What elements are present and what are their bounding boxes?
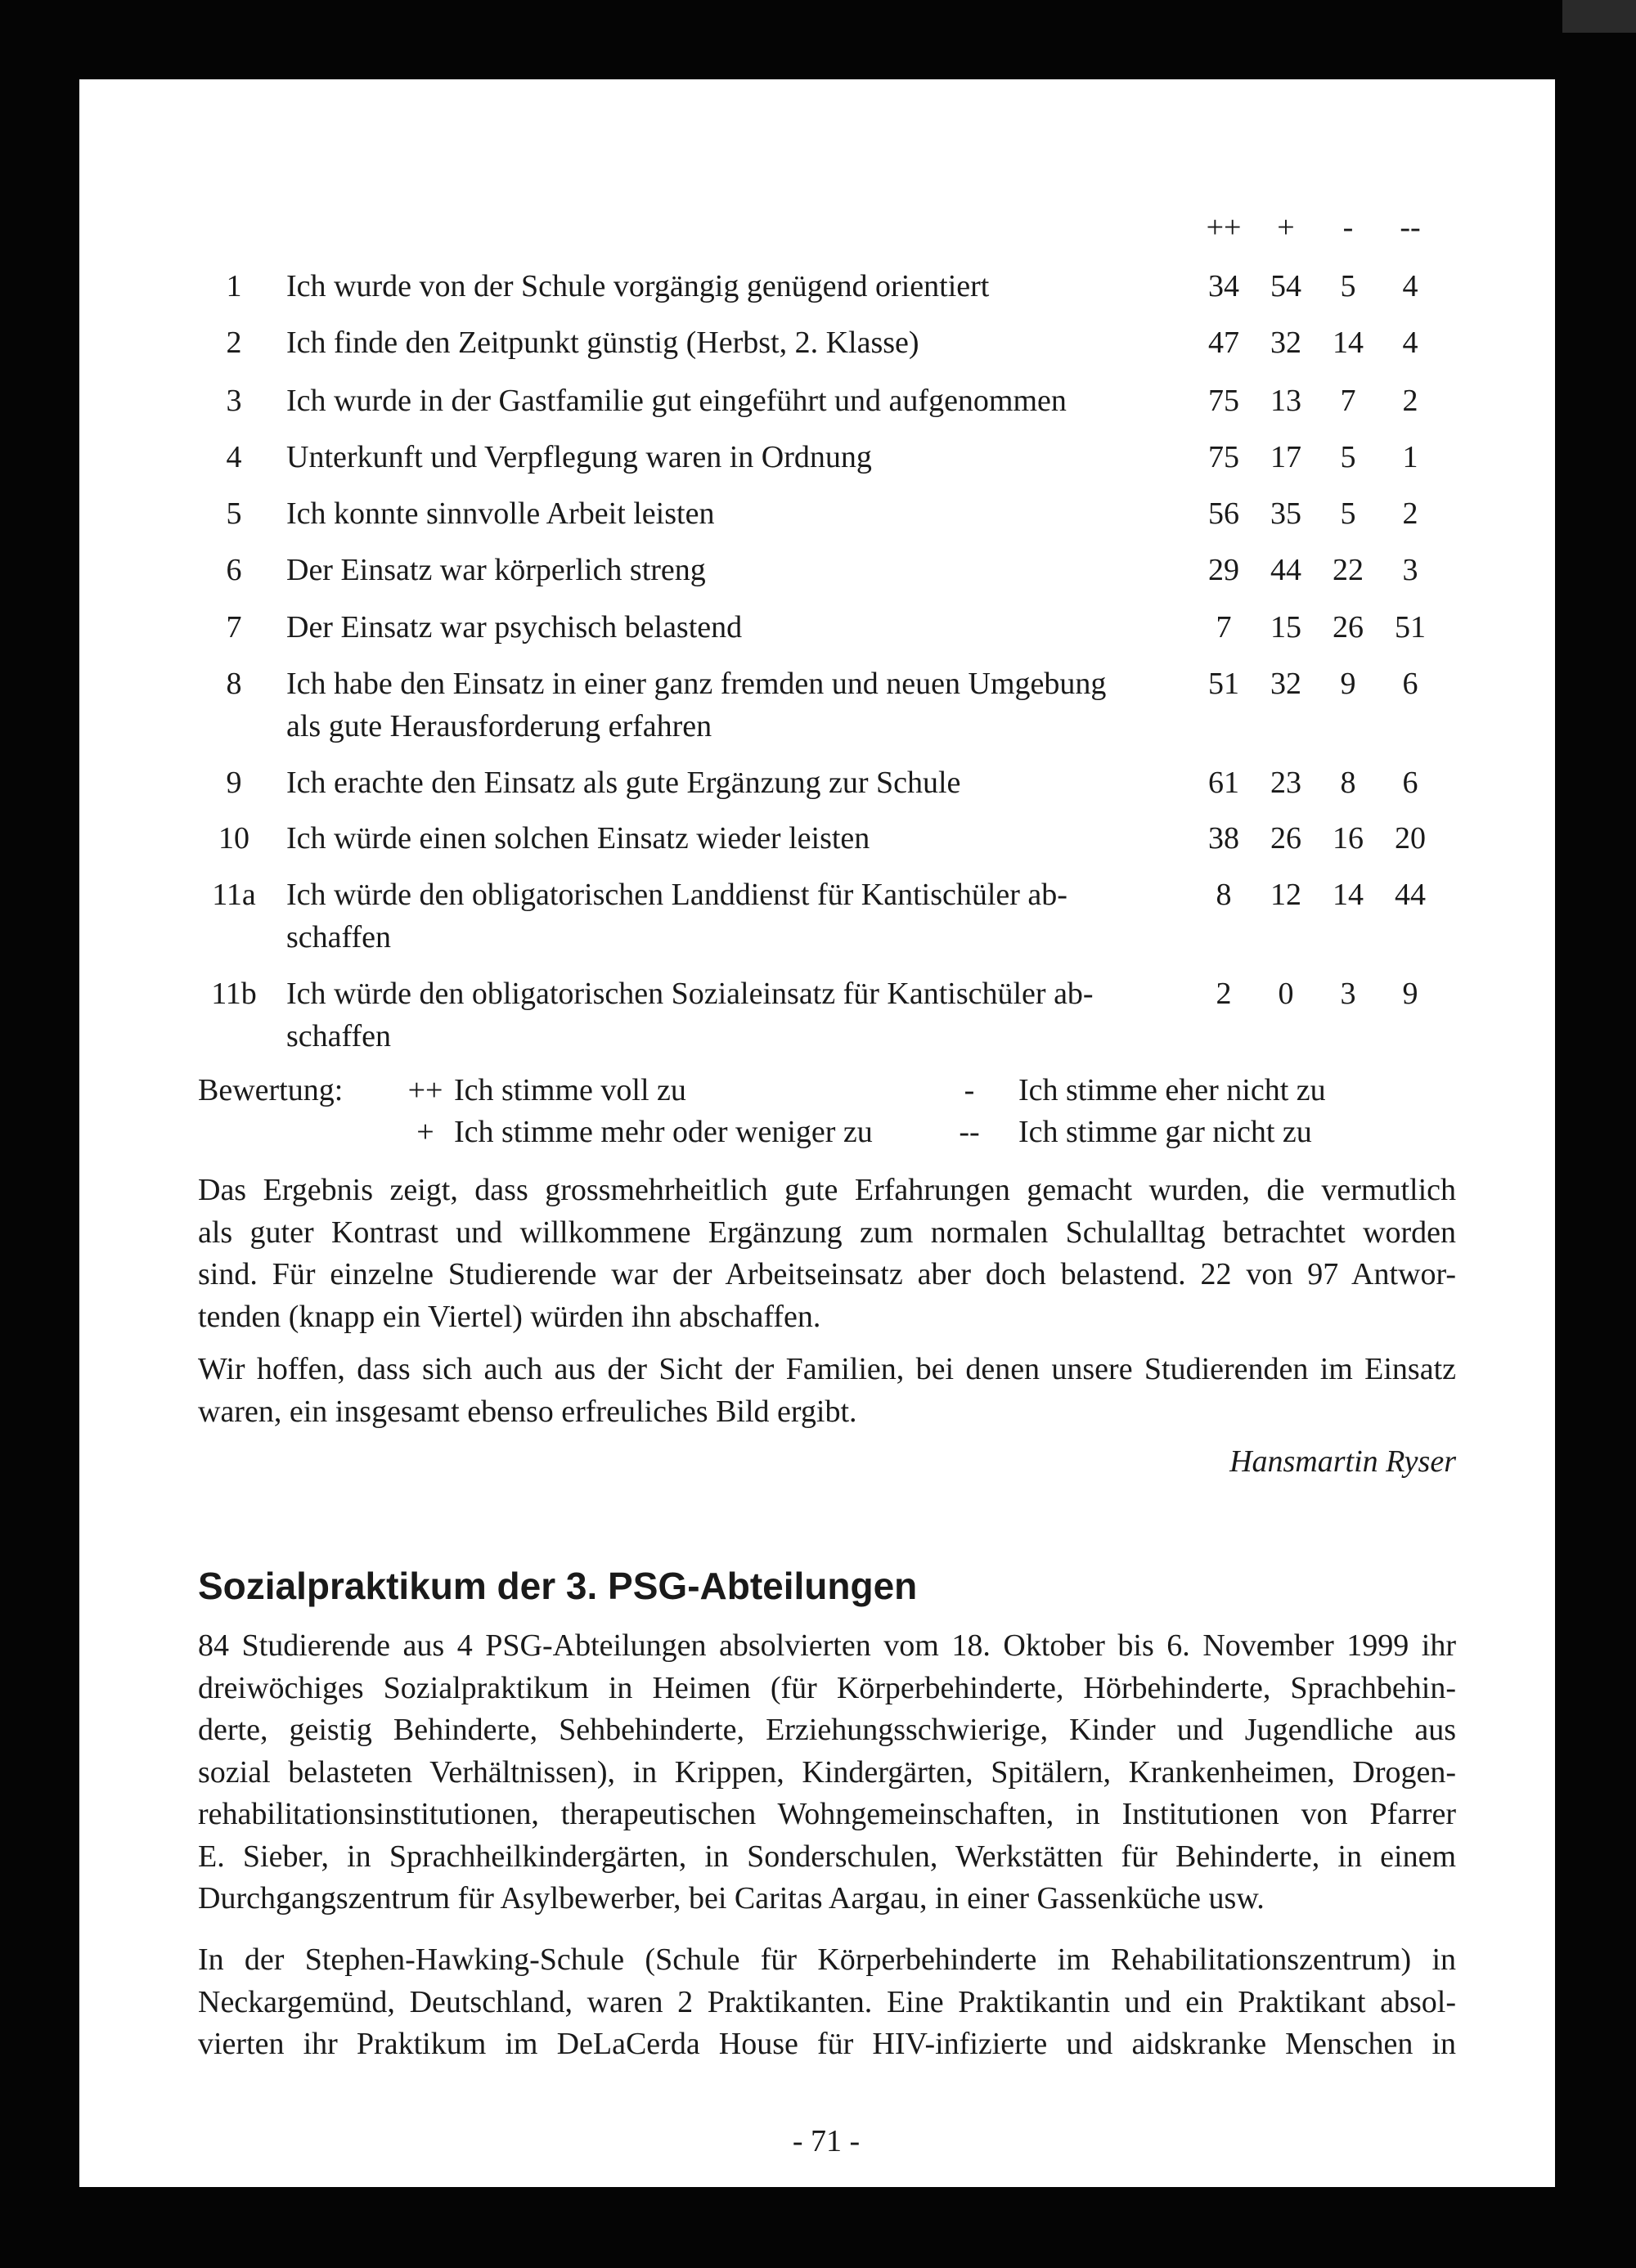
row-value: 8 (1216, 878, 1232, 912)
row-value: 51 (1208, 667, 1239, 701)
row-number: 11b (211, 977, 257, 1011)
scan-edge (1562, 0, 1636, 33)
row-value: 26 (1270, 821, 1301, 856)
row-value: 3 (1402, 553, 1418, 587)
row-value: 6 (1402, 766, 1418, 800)
row-value: 32 (1270, 326, 1301, 360)
paragraph-line: waren, ein insgesamt ebenso erfreuliches Bild ergibt. (198, 1394, 857, 1429)
row-value: 61 (1208, 766, 1239, 800)
row-value: 44 (1395, 878, 1426, 912)
paragraph-line: als guter Kontrast und willkommene Ergänzung zum normalen Schulalltag betrachtet worden (198, 1215, 1456, 1250)
legend-text: Ich stimme voll zu (454, 1073, 686, 1107)
row-value: 2 (1402, 496, 1418, 531)
legend-text: Ich stimme eher nicht zu (1018, 1073, 1326, 1107)
row-statement: schaffen (286, 920, 392, 954)
row-value: 32 (1270, 667, 1301, 701)
row-value: 44 (1270, 553, 1301, 587)
paragraph-line: Wir hoffen, dass sich auch aus der Sicht der Familien, bei denen unsere Studierenden im Einsatz (198, 1352, 1456, 1386)
row-statement: schaffen (286, 1019, 392, 1053)
section-heading: Sozialpraktikum der 3. PSG-Abteilungen (198, 1565, 918, 1607)
row-number: 7 (226, 610, 242, 644)
row-value: 54 (1270, 269, 1301, 303)
paragraph-line: Das Ergebnis zeigt, dass grossmehrheitlich gute Erfahrungen gemacht wurden, die vermutlich (198, 1173, 1456, 1207)
paragraph-line: Neckargemünd, Deutschland, waren 2 Praktikanten. Eine Praktikantin und ein Praktikant absol- (198, 1984, 1456, 2019)
paragraph-line: 84 Studierende aus 4 PSG-Abteilungen absolvierten vom 18. Oktober bis 6. November 1999 ihr (198, 1628, 1456, 1663)
paragraph-line: E. Sieber, in Sprachheilkindergärten, in Sonderschulen, Werkstätten für Behinderte, in einem (198, 1839, 1456, 1874)
row-value: 75 (1208, 440, 1239, 474)
row-statement: Ich würde den obligatorischen Landdienst für Kantischüler ab- (286, 878, 1067, 912)
row-value: 2 (1402, 384, 1418, 418)
row-number: 2 (226, 326, 242, 360)
row-value: 35 (1270, 496, 1301, 531)
legend-text: Ich stimme gar nicht zu (1018, 1115, 1312, 1149)
row-value: 38 (1208, 821, 1239, 856)
row-value: 4 (1402, 326, 1418, 360)
paragraph-line: In der Stephen-Hawking-Schule (Schule für Körperbehinderte im Rehabilitationszentrum) in (198, 1942, 1456, 1977)
row-number: 10 (218, 821, 249, 856)
row-statement: Ich wurde in der Gastfamilie gut eingeführt und aufgenommen (286, 384, 1067, 418)
signature: Hansmartin Ryser (1229, 1444, 1456, 1479)
row-statement: Ich konnte sinnvolle Arbeit leisten (286, 496, 715, 531)
document-page (79, 79, 1555, 2187)
row-value: 5 (1340, 496, 1356, 531)
paragraph-line: tenden (knapp ein Viertel) würden ihn abschaffen. (198, 1299, 821, 1334)
row-value: 23 (1270, 766, 1301, 800)
column-header: ++ (1206, 210, 1242, 245)
row-value: 14 (1333, 326, 1364, 360)
row-statement: Der Einsatz war körperlich streng (286, 553, 706, 587)
row-value: 16 (1333, 821, 1364, 856)
row-value: 7 (1340, 384, 1356, 418)
row-value: 17 (1270, 440, 1301, 474)
row-number: 8 (226, 667, 242, 701)
row-statement: Ich würde den obligatorischen Sozialeinsatz für Kantischüler ab- (286, 977, 1094, 1011)
row-value: 9 (1340, 667, 1356, 701)
paragraph-line: Durchgangszentrum für Asylbewerber, bei Caritas Aargau, in einer Gassenküche usw. (198, 1881, 1265, 1915)
row-value: 0 (1278, 977, 1294, 1011)
row-value: 5 (1340, 440, 1356, 474)
legend-symbol: ++ (407, 1073, 443, 1107)
row-number: 6 (226, 553, 242, 587)
row-value: 51 (1395, 610, 1426, 644)
paragraph-line: vierten ihr Praktikum im DeLaCerda House für HIV-infizierte und aidskranke Menschen in (198, 2027, 1456, 2061)
row-value: 29 (1208, 553, 1239, 587)
row-value: 20 (1395, 821, 1426, 856)
column-header: -- (1400, 210, 1421, 245)
row-value: 47 (1208, 326, 1239, 360)
column-header: - (1342, 210, 1354, 245)
paragraph-line: derte, geistig Behinderte, Sehbehinderte, Erziehungsschwierige, Kinder und Jugendliche aus (198, 1713, 1456, 1747)
row-value: 56 (1208, 496, 1239, 531)
legend-symbol: + (416, 1115, 434, 1149)
row-statement: Ich würde einen solchen Einsatz wieder leisten (286, 821, 870, 856)
row-statement: Der Einsatz war psychisch belastend (286, 610, 743, 644)
page-number: - 71 - (792, 2124, 861, 2158)
row-value: 2 (1216, 977, 1232, 1011)
row-statement: Ich finde den Zeitpunkt günstig (Herbst, 2. Klasse) (286, 326, 919, 360)
row-number: 4 (226, 440, 242, 474)
legend-symbol: - (964, 1073, 975, 1107)
row-number: 9 (226, 766, 242, 800)
row-value: 4 (1402, 269, 1418, 303)
row-value: 13 (1270, 384, 1301, 418)
row-value: 8 (1340, 766, 1356, 800)
row-value: 6 (1402, 667, 1418, 701)
row-number: 11a (212, 878, 256, 912)
paragraph-line: dreiwöchiges Sozialpraktikum in Heimen (für Körperbehinderte, Hörbehinderte, Sprachbehin- (198, 1670, 1456, 1705)
row-number: 5 (226, 496, 242, 531)
row-value: 5 (1340, 269, 1356, 303)
row-value: 14 (1333, 878, 1364, 912)
row-value: 7 (1216, 610, 1232, 644)
row-statement: Ich erachte den Einsatz als gute Ergänzung zur Schule (286, 766, 961, 800)
row-value: 22 (1333, 553, 1364, 587)
column-header: + (1277, 210, 1295, 245)
row-statement: als gute Herausforderung erfahren (286, 709, 712, 743)
legend-label: Bewertung: (198, 1073, 344, 1107)
row-statement: Unterkunft und Verpflegung waren in Ordnung (286, 440, 872, 474)
paragraph-line: sind. Für einzelne Studierende war der Arbeitseinsatz aber doch belastend. 22 von 97 Antwor- (198, 1257, 1456, 1291)
row-number: 1 (226, 269, 242, 303)
legend-symbol: -- (959, 1115, 980, 1149)
paragraph-line: rehabilitationsinstitutionen, therapeutischen Wohngemeinschaften, in Institutionen von Pfarrer (198, 1797, 1456, 1831)
legend-text: Ich stimme mehr oder weniger zu (454, 1115, 873, 1149)
row-number: 3 (226, 384, 242, 418)
row-value: 9 (1402, 977, 1418, 1011)
row-value: 26 (1333, 610, 1364, 644)
row-statement: Ich habe den Einsatz in einer ganz fremden und neuen Umgebung (286, 667, 1107, 701)
row-value: 3 (1340, 977, 1356, 1011)
row-value: 12 (1270, 878, 1301, 912)
row-value: 1 (1402, 440, 1418, 474)
row-value: 34 (1208, 269, 1239, 303)
row-value: 75 (1208, 384, 1239, 418)
row-value: 15 (1270, 610, 1301, 644)
paragraph-line: sozial belasteten Verhältnissen), in Krippen, Kindergärten, Spitälern, Krankenheimen, Drogen- (198, 1754, 1456, 1790)
row-statement: Ich wurde von der Schule vorgängig genügend orientiert (286, 269, 990, 303)
